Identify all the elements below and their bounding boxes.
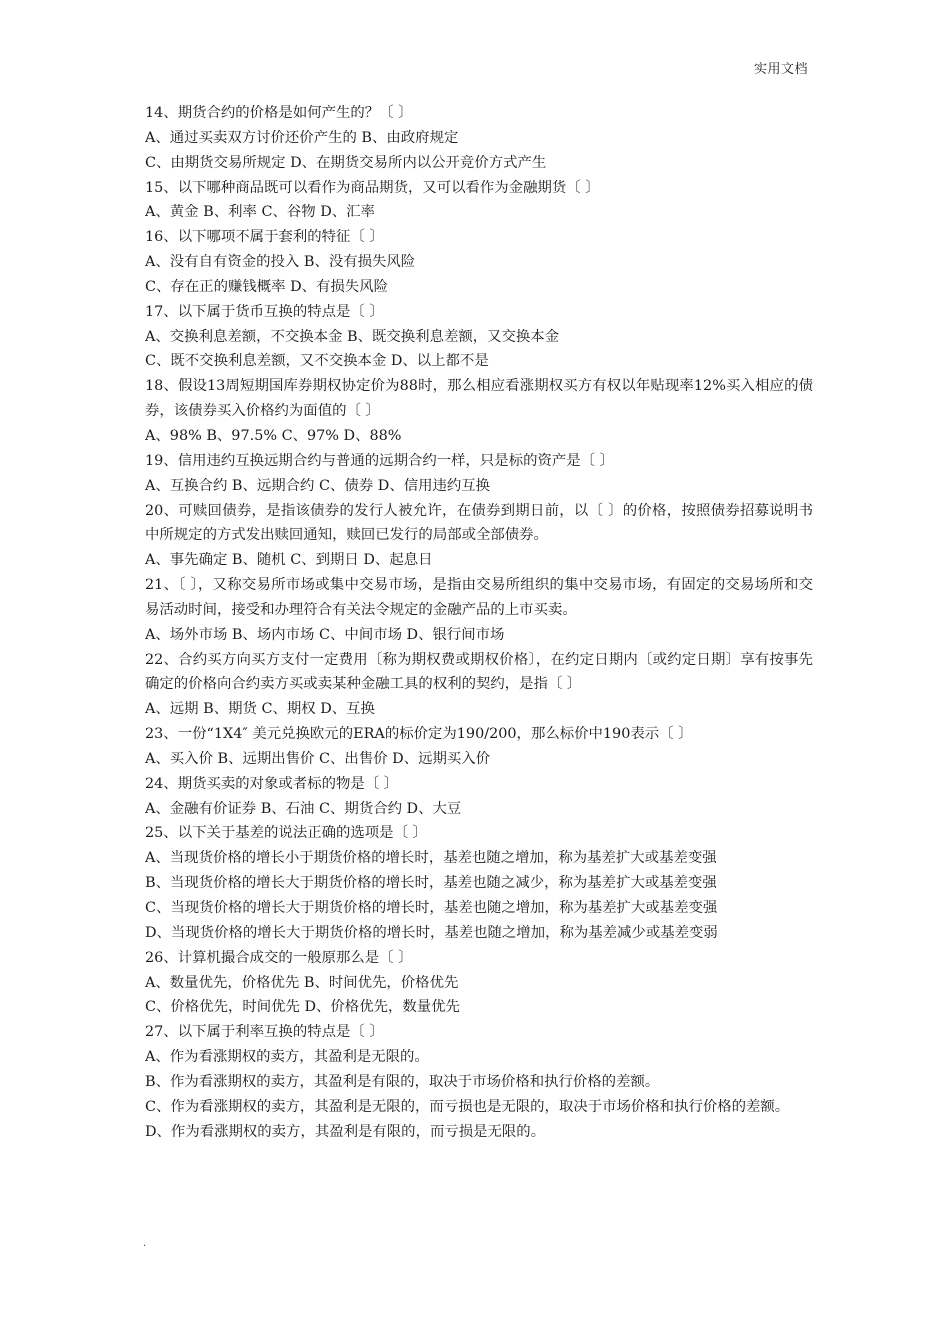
text-line: A、作为看涨期权的卖方，其盈利是无限的。 [145,1049,429,1066]
text-line: C、既不交换利息差额，又不交换本金 D、以上都不是 [145,353,489,370]
text-line: 22、合约买方向买方支付一定费用〔称为期权费或期权价格〕，在约定日期内〔或约定日期〕享有按事先确定的价格向合约卖方买或卖某种金融工具的权利的契约，是指〔 〕 [145,651,813,693]
text-line: A、没有自有资金的投入 B、没有损失风险 [145,254,416,271]
document-body [145,101,813,1144]
text-line: A、通过买卖双方讨价还价产生的 B、由政府规定 [145,129,459,146]
text-line: 20、可赎回债券，是指该债券的发行人被允许，在债券到期日前，以〔 〕的价格，按照债券招募说明书中所规定的方式发出赎回通知，赎回已发行的局部或全部债券。 [145,502,813,544]
text-line: A、互换合约 B、远期合约 C、债券 D、信用违约互换 [145,477,491,494]
text-line: B、当现货价格的增长大于期货价格的增长时，基差也随之减少，称为基差扩大或基差变强 [145,875,717,892]
text-line: A、黄金 B、利率 C、谷物 D、汇率 [145,204,375,221]
text-line: A、数量优先，价格优先 B、时间优先，价格优先 [145,974,459,991]
text-line: D、作为看涨期权的卖方，其盈利是有限的，而亏损是无限的。 [145,1123,546,1140]
text-line: B、作为看涨期权的卖方，其盈利是有限的，取决于市场价格和执行价格的差额。 [145,1073,660,1090]
text-line: C、当现货价格的增长大于期货价格的增长时，基差也随之增加，称为基差扩大或基差变强 [145,900,718,916]
text-line: 18、假设13周短期国库券期权协定价为88时，那么相应看涨期权买方有权以年贴现率12%买入相应的债券，该债券买入价格约为面值的〔 〕 [145,378,813,420]
text-line: C、价格优先，时间优先 D、价格优先，数量优先 [145,999,460,1016]
text-line: 14、期货合约的价格是如何产生的？〔 〕 [145,105,413,121]
footer-mark: . [143,1238,147,1249]
text-line: A、远期 B、期货 C、期权 D、互换 [145,701,375,718]
text-line: 23、一份“1X4″ 美元兑换欧元的ERA的标价定为190/200，那么标价中190表示〔 〕 [145,726,693,743]
text-line: 25、以下关于基差的说法正确的选项是〔 〕 [145,825,427,842]
text-line: C、存在正的赚钱概率 D、有损失风险 [145,278,388,295]
text-line: 19、信用违约互换远期合约与普通的远期合约一样，只是标的资产是〔 〕 [145,452,614,469]
text-line: A、交换利息差额，不交换本金 B、既交换利息差额，又交换本金 [145,328,560,345]
text-line: 26、计算机撮合成交的一般原那么是〔 〕 [145,949,413,966]
text-line: D、当现货价格的增长大于期货价格的增长时，基差也随之增加，称为基差减少或基差变弱 [145,924,718,941]
text-line: 17、以下属于货币互换的特点是〔 〕 [145,303,384,320]
text-line: A、买入价 B、远期出售价 C、出售价 D、远期买入价 [145,750,491,767]
page-header-label: 实用文档 [753,62,808,77]
text-line: A、98% B、97.5% C、97% D、88% [145,427,402,444]
text-line: 15、以下哪种商品既可以看作为商品期货，又可以看作为金融期货〔 〕 [145,179,600,196]
text-line: 24、期货买卖的对象或者标的物是〔 〕 [145,775,399,792]
text-line: C、由期货交易所规定 D、在期货交易所内以公开竞价方式产生 [145,154,547,171]
text-line: A、事先确定 B、随机 C、到期日 D、起息日 [145,552,433,569]
text-line: A、金融有价证券 B、石油 C、期货合约 D、大豆 [145,800,462,817]
text-line: 27、以下属于利率互换的特点是〔 〕 [145,1024,384,1041]
text-line: 21、〔 〕，又称交易所市场或集中交易市场，是指由交易所组织的集中交易市场，有固定的交易场所和交易活动时间，接受和办理符合有关法令规定的金融产品的上市买卖。 [145,577,813,618]
text-line: C、作为看涨期权的卖方，其盈利是无限的，而亏损也是无限的，取决于市场价格和执行价格的差额。 [145,1098,790,1115]
text-line: A、当现货价格的增长小于期货价格的增长时，基差也随之增加，称为基差扩大或基差变强 [145,850,717,867]
text-line: A、场外市场 B、场内市场 C、中间市场 D、银行间市场 [145,626,505,643]
text-line: 16、以下哪项不属于套利的特征〔 〕 [145,229,384,246]
